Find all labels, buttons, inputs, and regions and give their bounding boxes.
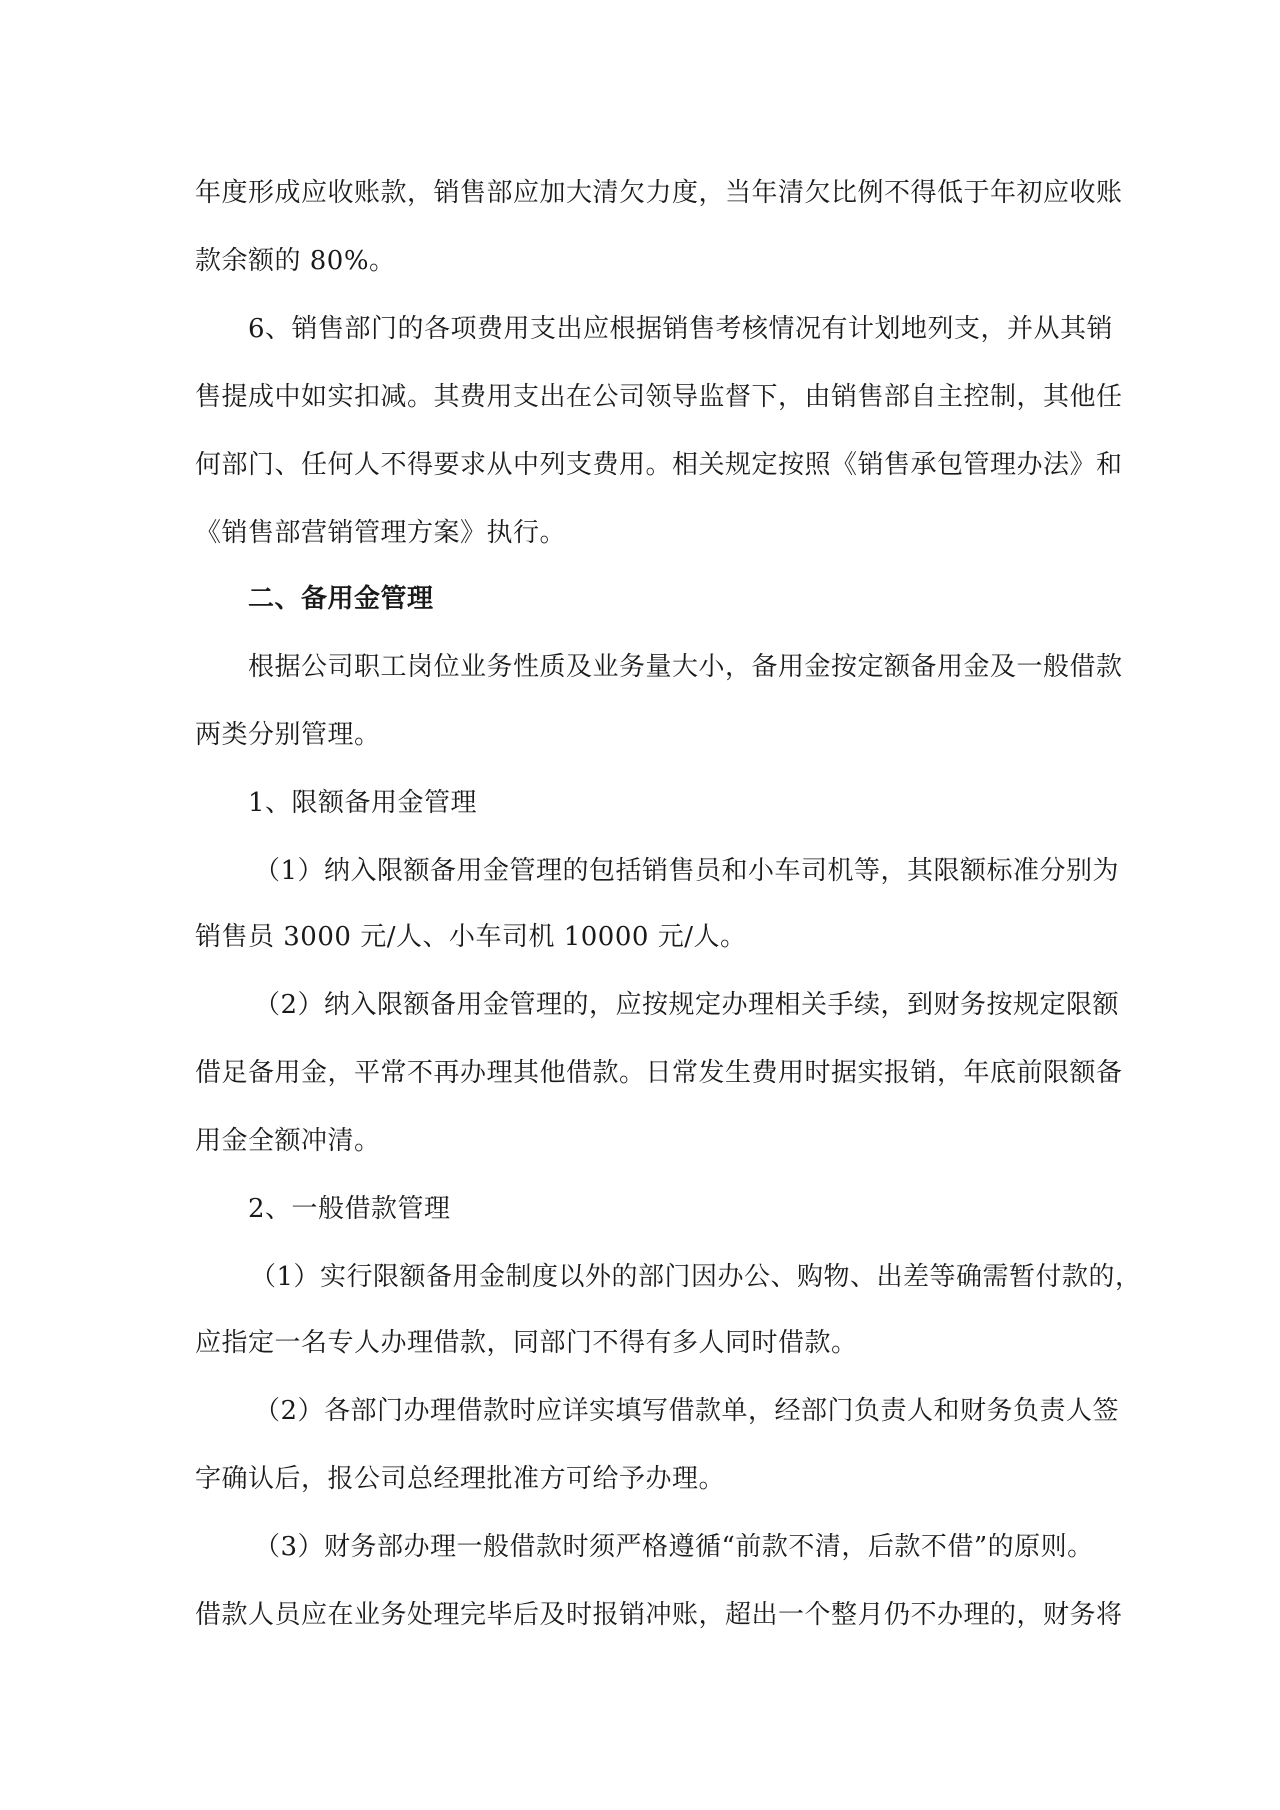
paragraph-line: 根据公司职工岗位业务性质及业务量大小，备用金按定额备用金及一般借款 <box>248 652 1123 682</box>
paragraph-line: 何部门、任何人不得要求从中列支费用。相关规定按照《销售承包管理办法》和 <box>195 450 1123 480</box>
paragraph-line: 借款人员应在业务处理完毕后及时报销冲账，超出一个整月仍不办理的，财务将 <box>195 1600 1123 1630</box>
paragraph-line: （2）纳入限额备用金管理的，应按规定办理相关手续，到财务按规定限额 <box>254 990 1120 1020</box>
paragraph-line: 年度形成应收账款，销售部应加大清欠力度，当年清欠比例不得低于年初应收账 <box>195 178 1123 208</box>
paragraph-line: 用金全额冲清。 <box>195 1126 381 1156</box>
paragraph-line: （3）财务部办理一般借款时须严格遵循“前款不清，后款不借”的原则。 <box>254 1532 1094 1562</box>
paragraph-line: 应指定一名专人办理借款，同部门不得有多人同时借款。 <box>195 1328 858 1358</box>
subsection-heading: 2、一般借款管理 <box>248 1194 451 1224</box>
paragraph-line: 字确认后，报公司总经理批准方可给予办理。 <box>195 1464 726 1494</box>
paragraph-line: 借足备用金，平常不再办理其他借款。日常发生费用时据实报销，年底前限额备 <box>195 1058 1123 1088</box>
paragraph-line: （1）纳入限额备用金管理的包括销售员和小车司机等，其限额标准分别为 <box>254 856 1120 886</box>
paragraph-line: 6、销售部门的各项费用支出应根据销售考核情况有计划地列支，并从其销 <box>248 314 1114 344</box>
section-heading: 二、备用金管理 <box>248 584 434 614</box>
paragraph-line: 款余额的 80%。 <box>195 246 396 276</box>
paragraph-line: 两类分别管理。 <box>195 720 381 750</box>
subsection-heading: 1、限额备用金管理 <box>248 788 478 818</box>
paragraph-line: 《销售部营销管理方案》执行。 <box>195 518 567 548</box>
paragraph-line: 销售员 3000 元/人、小车司机 10000 元/人。 <box>195 922 747 952</box>
paragraph-line: （1）实行限额备用金制度以外的部门因办公、购物、出差等确需暂付款的， <box>250 1262 1142 1292</box>
paragraph-line: （2）各部门办理借款时应详实填写借款单，经部门负责人和财务负责人签 <box>254 1396 1120 1426</box>
paragraph-line: 售提成中如实扣减。其费用支出在公司领导监督下，由销售部自主控制，其他任 <box>195 382 1123 412</box>
